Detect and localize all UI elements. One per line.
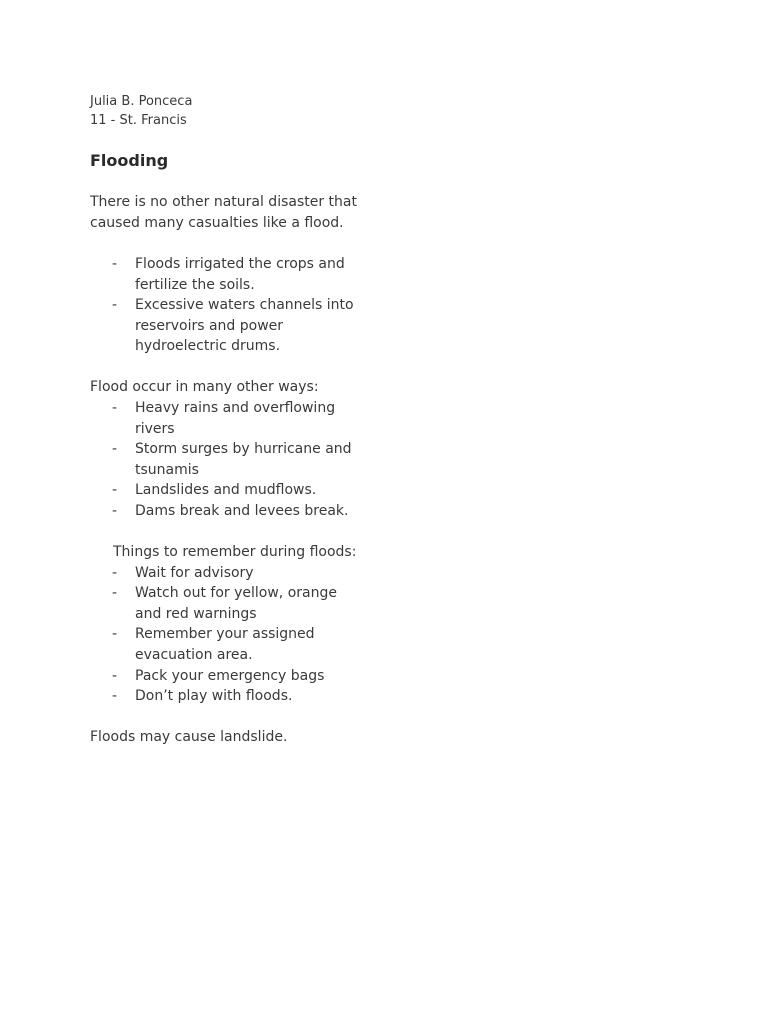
closing-sentence: Floods may cause landslide. xyxy=(90,728,288,745)
list-item: - Don’t play with floods. xyxy=(112,688,293,705)
list-item: - Heavy rains and overflowing rivers xyxy=(112,399,336,437)
list-item: - Dams break and levees break. xyxy=(112,502,349,519)
causes-list xyxy=(90,398,390,522)
list-item: - Floods irrigated the crops and fertilize the soils. xyxy=(112,256,345,293)
document-page xyxy=(90,92,390,748)
author-section: 11 - St. Francis xyxy=(90,113,187,128)
document-title: Flooding xyxy=(90,151,169,170)
intro-paragraph: There is no other natural disaster that caused many casualties like a flood. xyxy=(90,194,357,231)
list-item: - Remember your assigned evacuation area. xyxy=(112,626,315,663)
benefits-list xyxy=(90,254,390,357)
reminders-heading: Things to remember during floods: xyxy=(113,543,357,560)
list-item: - Storm surges by hurricane and tsunamis xyxy=(112,441,352,478)
list-item: - Excessive waters channels into reservoirs and power hydroelectric drums. xyxy=(112,297,354,355)
list-item: - Pack your emergency bags xyxy=(112,667,325,684)
list-item: - Watch out for yellow, orange and red warnings xyxy=(112,585,337,622)
list-item: - Wait for advisory xyxy=(112,564,254,581)
causes-heading: Flood occur in many other ways: xyxy=(90,378,319,395)
reminders-list xyxy=(90,563,390,707)
author-name: Julia B. Ponceca xyxy=(90,94,193,109)
list-item: - Landslides and mudflows. xyxy=(112,482,317,499)
